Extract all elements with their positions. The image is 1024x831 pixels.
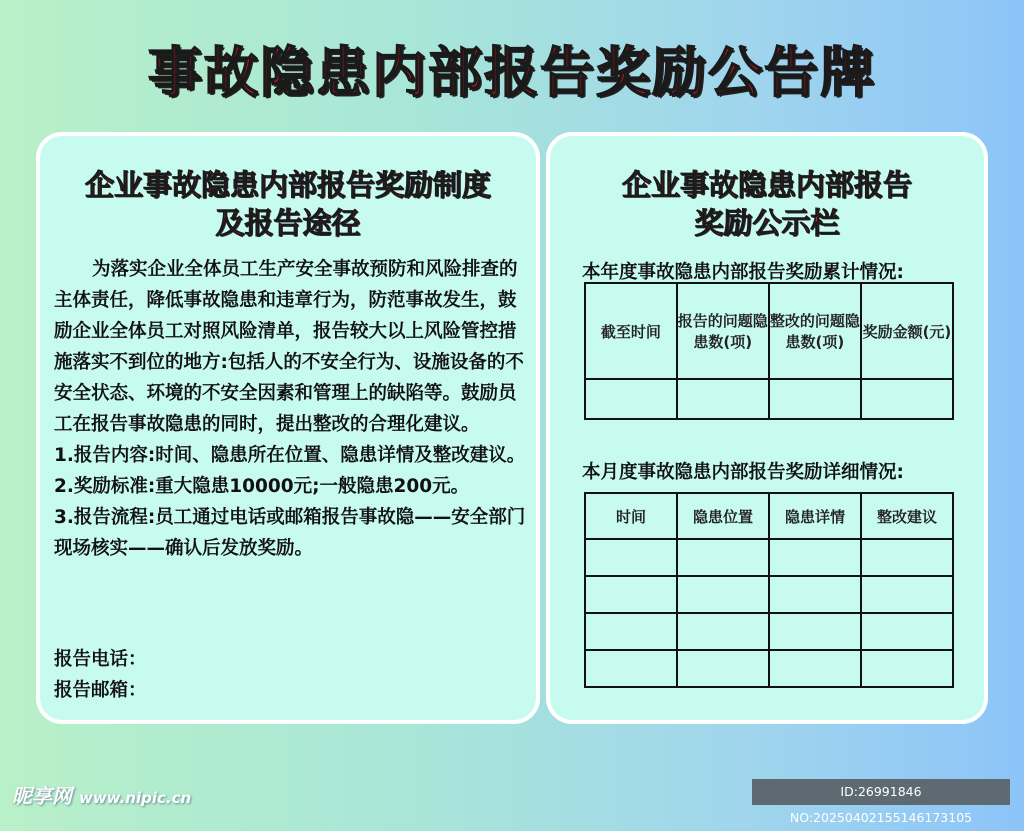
monthly-table [584, 492, 954, 688]
table-cell [677, 613, 769, 650]
table-row [585, 613, 953, 650]
site-watermark [12, 780, 191, 809]
annual-header-cell: 报告的问题隐患数(项) [677, 283, 769, 379]
monthly-header-cell: 隐患详情 [769, 493, 861, 539]
intro-part2: :包括人的不安全行为、设施设备的不安全状态、环境的不安全因素和管理上的缺陷等。鼓励员工在报告事故隐患的同时，提出整改的合理化建议。 [54, 352, 524, 435]
policy-title-line1: 企业事故隐患内部报告奖励制度 [84, 168, 491, 202]
bulletin-title-line1: 企业事故隐患内部报告 [621, 168, 912, 202]
policy-panel-title [40, 166, 536, 242]
policy-item-process: 3.报告流程:员工通过电话或邮箱报告事故隐——安全部门现场核实——确认后发放奖励。 [54, 507, 526, 559]
table-cell [769, 539, 861, 576]
site-url: www.nipic.cn [78, 789, 192, 807]
table-row [585, 539, 953, 576]
table-cell [861, 576, 953, 613]
table-row [585, 650, 953, 687]
table-cell [585, 613, 677, 650]
monthly-header-cell: 隐患位置 [677, 493, 769, 539]
table-cell [677, 379, 769, 419]
table-cell [861, 650, 953, 687]
monthly-header-row [585, 493, 953, 539]
table-cell [769, 576, 861, 613]
table-cell [585, 576, 677, 613]
monthly-header-cell: 整改建议 [861, 493, 953, 539]
policy-title-line2: 及报告途径 [215, 206, 361, 240]
monthly-header-cell: 时间 [585, 493, 677, 539]
table-cell [585, 650, 677, 687]
intro-bold: 鼓励企业全体员工对照风险清单，报告较大以上风险管控措施落实不到位的地方 [54, 290, 517, 373]
policy-item-reward: 2.奖励标准:重大隐患10000元;一般隐患200元。 [54, 476, 470, 497]
reward-policy-panel [36, 132, 540, 724]
image-id-bar: ID:26991846 NO:20250402155146173105 [752, 779, 1010, 805]
table-row [585, 379, 953, 419]
annual-header-cell: 奖励金额(元) [861, 283, 953, 379]
table-row [585, 576, 953, 613]
monthly-section-label: 本月度事故隐患内部报告奖励详细情况: [582, 462, 904, 483]
table-cell [861, 539, 953, 576]
table-cell [861, 613, 953, 650]
table-cell [677, 576, 769, 613]
annual-section-label: 本年度事故隐患内部报告奖励累计情况: [582, 262, 904, 283]
policy-body [54, 254, 528, 564]
annual-header-cell: 截至时间 [585, 283, 677, 379]
table-cell [585, 379, 677, 419]
site-name: 昵享网 [12, 784, 72, 808]
annual-table [584, 282, 954, 420]
policy-intro [54, 254, 528, 440]
email-label: 报告邮箱： [54, 680, 147, 701]
table-cell [769, 650, 861, 687]
annual-header-row [585, 283, 953, 379]
reward-bulletin-panel [546, 132, 988, 724]
table-cell [861, 379, 953, 419]
policy-item-content: 1.报告内容:时间、隐患所在位置、隐患详情及整改建议。 [54, 445, 526, 466]
intro-part1: 为落实企业全体员工生产安全事故预防和风险排查的主体责任，降低事故隐患和违章行为，防范事故发生， [54, 259, 518, 311]
bulletin-title-line2: 奖励公示栏 [694, 206, 840, 240]
table-cell [677, 650, 769, 687]
table-cell [677, 539, 769, 576]
annual-header-cell: 整改的问题隐患数(项) [769, 283, 861, 379]
contact-info [54, 644, 147, 706]
phone-label: 报告电话： [54, 649, 147, 670]
table-cell [585, 539, 677, 576]
table-cell [769, 613, 861, 650]
bulletin-panel-title [550, 166, 984, 242]
page-title: 事故隐患内部报告奖励公告牌 [148, 41, 876, 104]
table-cell [769, 379, 861, 419]
